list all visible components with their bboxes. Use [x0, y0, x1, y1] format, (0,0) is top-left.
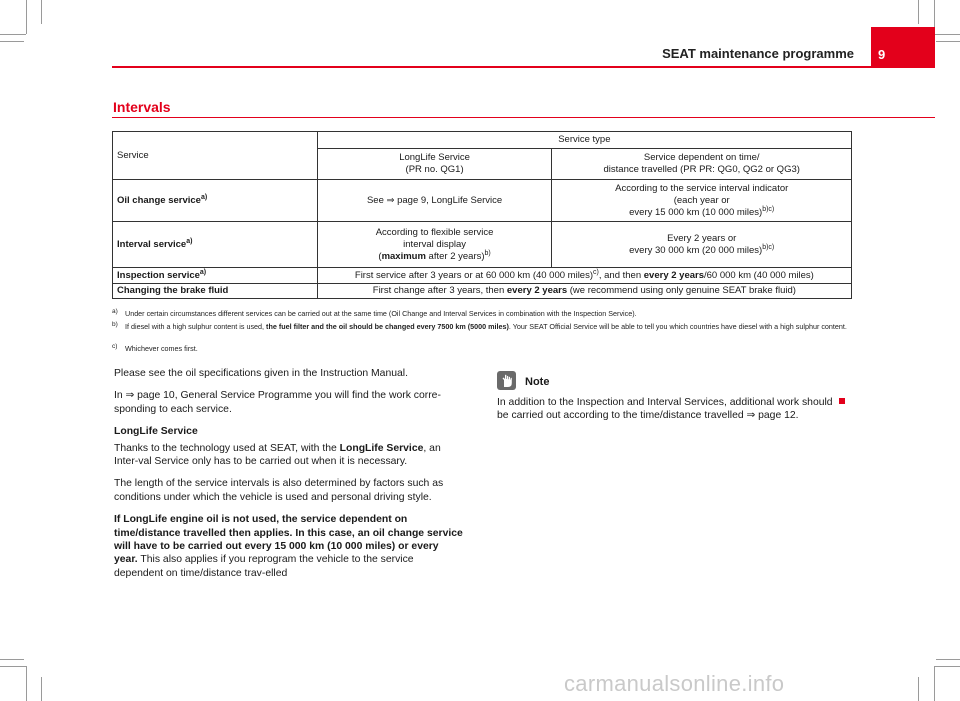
crop-mark — [936, 41, 960, 42]
crop-mark — [934, 34, 960, 35]
footnote: b) If diesel with a high sulphur content is used, the fuel filter and the oil should be changed every 7500 km (5000 miles). Your SEAT Official Service will be able to tell you which countries have diesel with a high sulphur content. — [112, 321, 847, 331]
note-text: In addition to the Inspection and Interval Services, additional work should be carried out according to the time/distance travelled ⇒ page 12. — [497, 397, 833, 422]
footnote: c) Whichever comes first. — [112, 343, 198, 353]
row-label: Inspection service$^{a)}$ — [113, 268, 318, 284]
crop-mark — [26, 666, 27, 701]
section-title: Intervals — [113, 99, 171, 115]
note-title: Note — [525, 376, 550, 388]
paragraph: Thanks to the technology used at SEAT, with the LongLife Service, an Inter-val Service only has to be carried out when it is necessary. — [114, 442, 441, 468]
crop-mark — [934, 666, 935, 701]
table-cell: See ⇒ page 9, LongLife Service — [317, 180, 552, 222]
running-header-title: SEAT maintenance programme — [662, 46, 854, 61]
section-rule — [112, 117, 935, 118]
header-time-distance: Service dependent on time/ distance travelled (PR PR: QG0, QG2 or QG3) — [552, 149, 852, 180]
row-label: Oil change service$^{a)}$ — [113, 180, 318, 222]
crop-mark — [0, 41, 24, 42]
crop-mark — [936, 659, 960, 660]
row-label: Interval service$^{a)}$ — [113, 222, 318, 268]
crop-mark — [0, 659, 24, 660]
page-number-tab: 9 — [871, 27, 935, 68]
header-service: Service — [113, 132, 318, 180]
info-hand-icon — [497, 371, 516, 390]
crop-mark — [0, 34, 26, 35]
table-row — [113, 284, 852, 299]
body-text-column — [114, 367, 464, 589]
table-row — [113, 268, 852, 284]
section-end-marker — [839, 398, 845, 404]
paragraph: If LongLife engine oil is not used, the service dependent on time/distance travelled then applies. In this case, an oil change service will have to be carried out every 15 000 km (10 000 miles) or every year. This also applies if you reprogram the vehicle to the service dependent on time/distance trav-elled — [114, 514, 463, 579]
watermark: carmanualsonline.info — [564, 671, 785, 696]
paragraph: In ⇒ page 10, General Service Programme you will find the work corre-sponding to each service. — [114, 390, 441, 415]
header-rule — [112, 66, 935, 68]
crop-mark — [41, 677, 42, 701]
crop-mark — [26, 0, 27, 34]
table-cell: Every 2 years or every 30 000 km (20 000 miles)$^{b)c)}$ — [552, 222, 852, 268]
footnote: a) Under certain circumstances different services can be carried out at the same time (Oil Change and Interval Services in combination with the Inspection Service). — [112, 308, 637, 318]
table-cell: According to flexible service interval display (maximum after 2 years)$^{b)}$ — [317, 222, 552, 268]
table-row — [113, 222, 852, 268]
table-header-row — [113, 132, 852, 149]
crop-mark — [41, 0, 42, 24]
table-cell: First change after 3 years, then every 2 years (we recommend using only genuine SEAT brake fluid) — [317, 284, 851, 299]
paragraph: Please see the oil specifications given in the Instruction Manual. — [114, 368, 408, 379]
table-row — [113, 180, 852, 222]
service-interval-table — [112, 131, 852, 299]
crop-mark — [918, 677, 919, 701]
subheading: LongLife Service — [114, 426, 198, 438]
table-cell: First service after 3 years or at 60 000 km (40 000 miles)$^{c)}$, and then every 2 years/60 000 km (40 000 miles) — [317, 268, 851, 284]
crop-mark — [0, 666, 26, 667]
paragraph: The length of the service intervals is also determined by factors such as conditions under which the vehicle is used and personal driving style. — [114, 478, 444, 503]
table-cell: According to the service interval indicator (each year or every 15 000 km (10 000 miles)$^{b)c)}$ — [552, 180, 852, 222]
crop-mark — [918, 0, 919, 24]
header-longlife: LongLife Service (PR no. QG1) — [317, 149, 552, 180]
row-label: Changing the brake fluid — [113, 284, 318, 299]
crop-mark — [934, 666, 960, 667]
header-service-type: Service type — [317, 132, 851, 149]
